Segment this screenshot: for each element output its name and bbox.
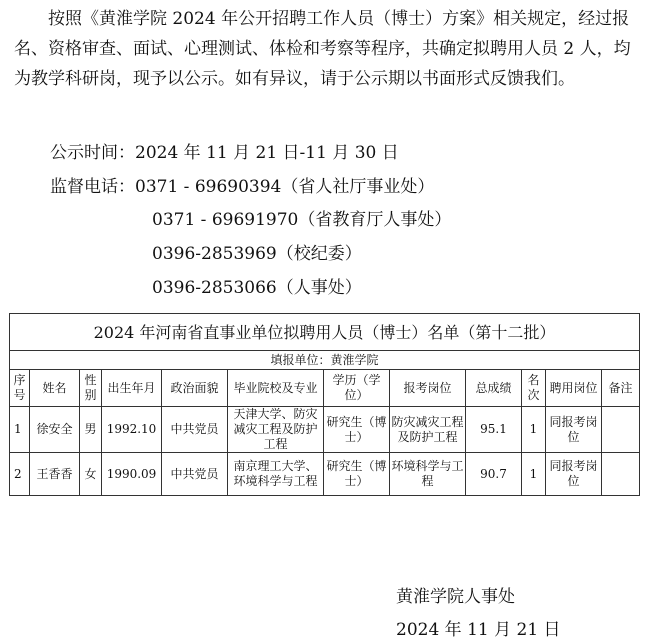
cell-education: 研究生（博士）	[324, 453, 390, 496]
header-gender: 性别	[80, 370, 102, 407]
table-row	[10, 407, 640, 453]
cell-index: 2	[10, 453, 30, 496]
header-name: 姓名	[30, 370, 80, 407]
cell-name: 徐安全	[30, 407, 80, 453]
supervision-label: 监督电话：	[50, 177, 135, 197]
publicity-label: 公示时间：	[50, 143, 135, 163]
header-rank: 名次	[522, 370, 546, 407]
cell-education: 研究生（博士）	[324, 407, 390, 453]
cell-political: 中共党员	[162, 407, 228, 453]
supervision-line	[50, 172, 434, 202]
cell-note	[602, 453, 640, 496]
supervision-phone-2: 0371 - 69691970（省教育厅人事处）	[152, 210, 452, 230]
signature-org: 黄淮学院人事处	[396, 587, 515, 607]
cell-hire-post: 同报考岗位	[546, 453, 602, 496]
header-index: 序号	[10, 370, 30, 407]
cell-note	[602, 407, 640, 453]
header-hire-post: 聘用岗位	[546, 370, 602, 407]
cell-hire-post: 同报考岗位	[546, 407, 602, 453]
cell-score: 90.7	[466, 453, 522, 496]
supervision-phone-3: 0396-2853969（校纪委）	[152, 244, 362, 264]
signature-date: 2024 年 11 月 21 日	[396, 620, 561, 640]
table-header-row	[10, 370, 640, 407]
header-note: 备注	[602, 370, 640, 407]
supervision-phone-1: 0371 - 69690394（省人社厅事业处）	[135, 177, 435, 197]
cell-position: 环境科学与工程	[390, 453, 466, 496]
cell-birth: 1992.10	[102, 407, 162, 453]
filler-unit: 填报单位：黄淮学院	[10, 351, 640, 370]
notice-paragraph-text: 按照《黄淮学院 2024 年公开招聘工作人员（博士）方案》相关规定，经过报名、资格审查、面试、心理测试、体检和考察等程序，共确定拟聘用人员 2 人，均为教学科研岗，现予以公示。如有异议，请于公示期以书面形式反馈我们。	[14, 9, 631, 89]
cell-rank: 1	[522, 407, 546, 453]
cell-school-major: 天津大学、防灾减灾工程及防护工程	[228, 407, 324, 453]
notice-paragraph	[14, 4, 634, 94]
cell-score: 95.1	[466, 407, 522, 453]
header-political: 政治面貌	[162, 370, 228, 407]
cell-political: 中共党员	[162, 453, 228, 496]
cell-name: 王香香	[30, 453, 80, 496]
publicity-period: 2024 年 11 月 21 日-11 月 30 日	[135, 143, 399, 163]
supervision-phone-4: 0396-2853066（人事处）	[152, 278, 362, 298]
cell-position: 防灾减灾工程及防护工程	[390, 407, 466, 453]
header-score: 总成绩	[466, 370, 522, 407]
cell-gender: 女	[80, 453, 102, 496]
cell-birth: 1990.09	[102, 453, 162, 496]
cell-gender: 男	[80, 407, 102, 453]
cell-school-major: 南京理工大学、环境科学与工程	[228, 453, 324, 496]
table-row	[10, 453, 640, 496]
publicity-line	[50, 138, 399, 168]
header-school-major: 毕业院校及专业	[228, 370, 324, 407]
header-birth: 出生年月	[102, 370, 162, 407]
cell-rank: 1	[522, 453, 546, 496]
header-position: 报考岗位	[390, 370, 466, 407]
hiring-roster-table	[9, 313, 640, 496]
header-education: 学历（学位）	[324, 370, 390, 407]
cell-index: 1	[10, 407, 30, 453]
table-title: 2024 年河南省直事业单位拟聘用人员（博士）名单（第十二批）	[10, 314, 640, 351]
